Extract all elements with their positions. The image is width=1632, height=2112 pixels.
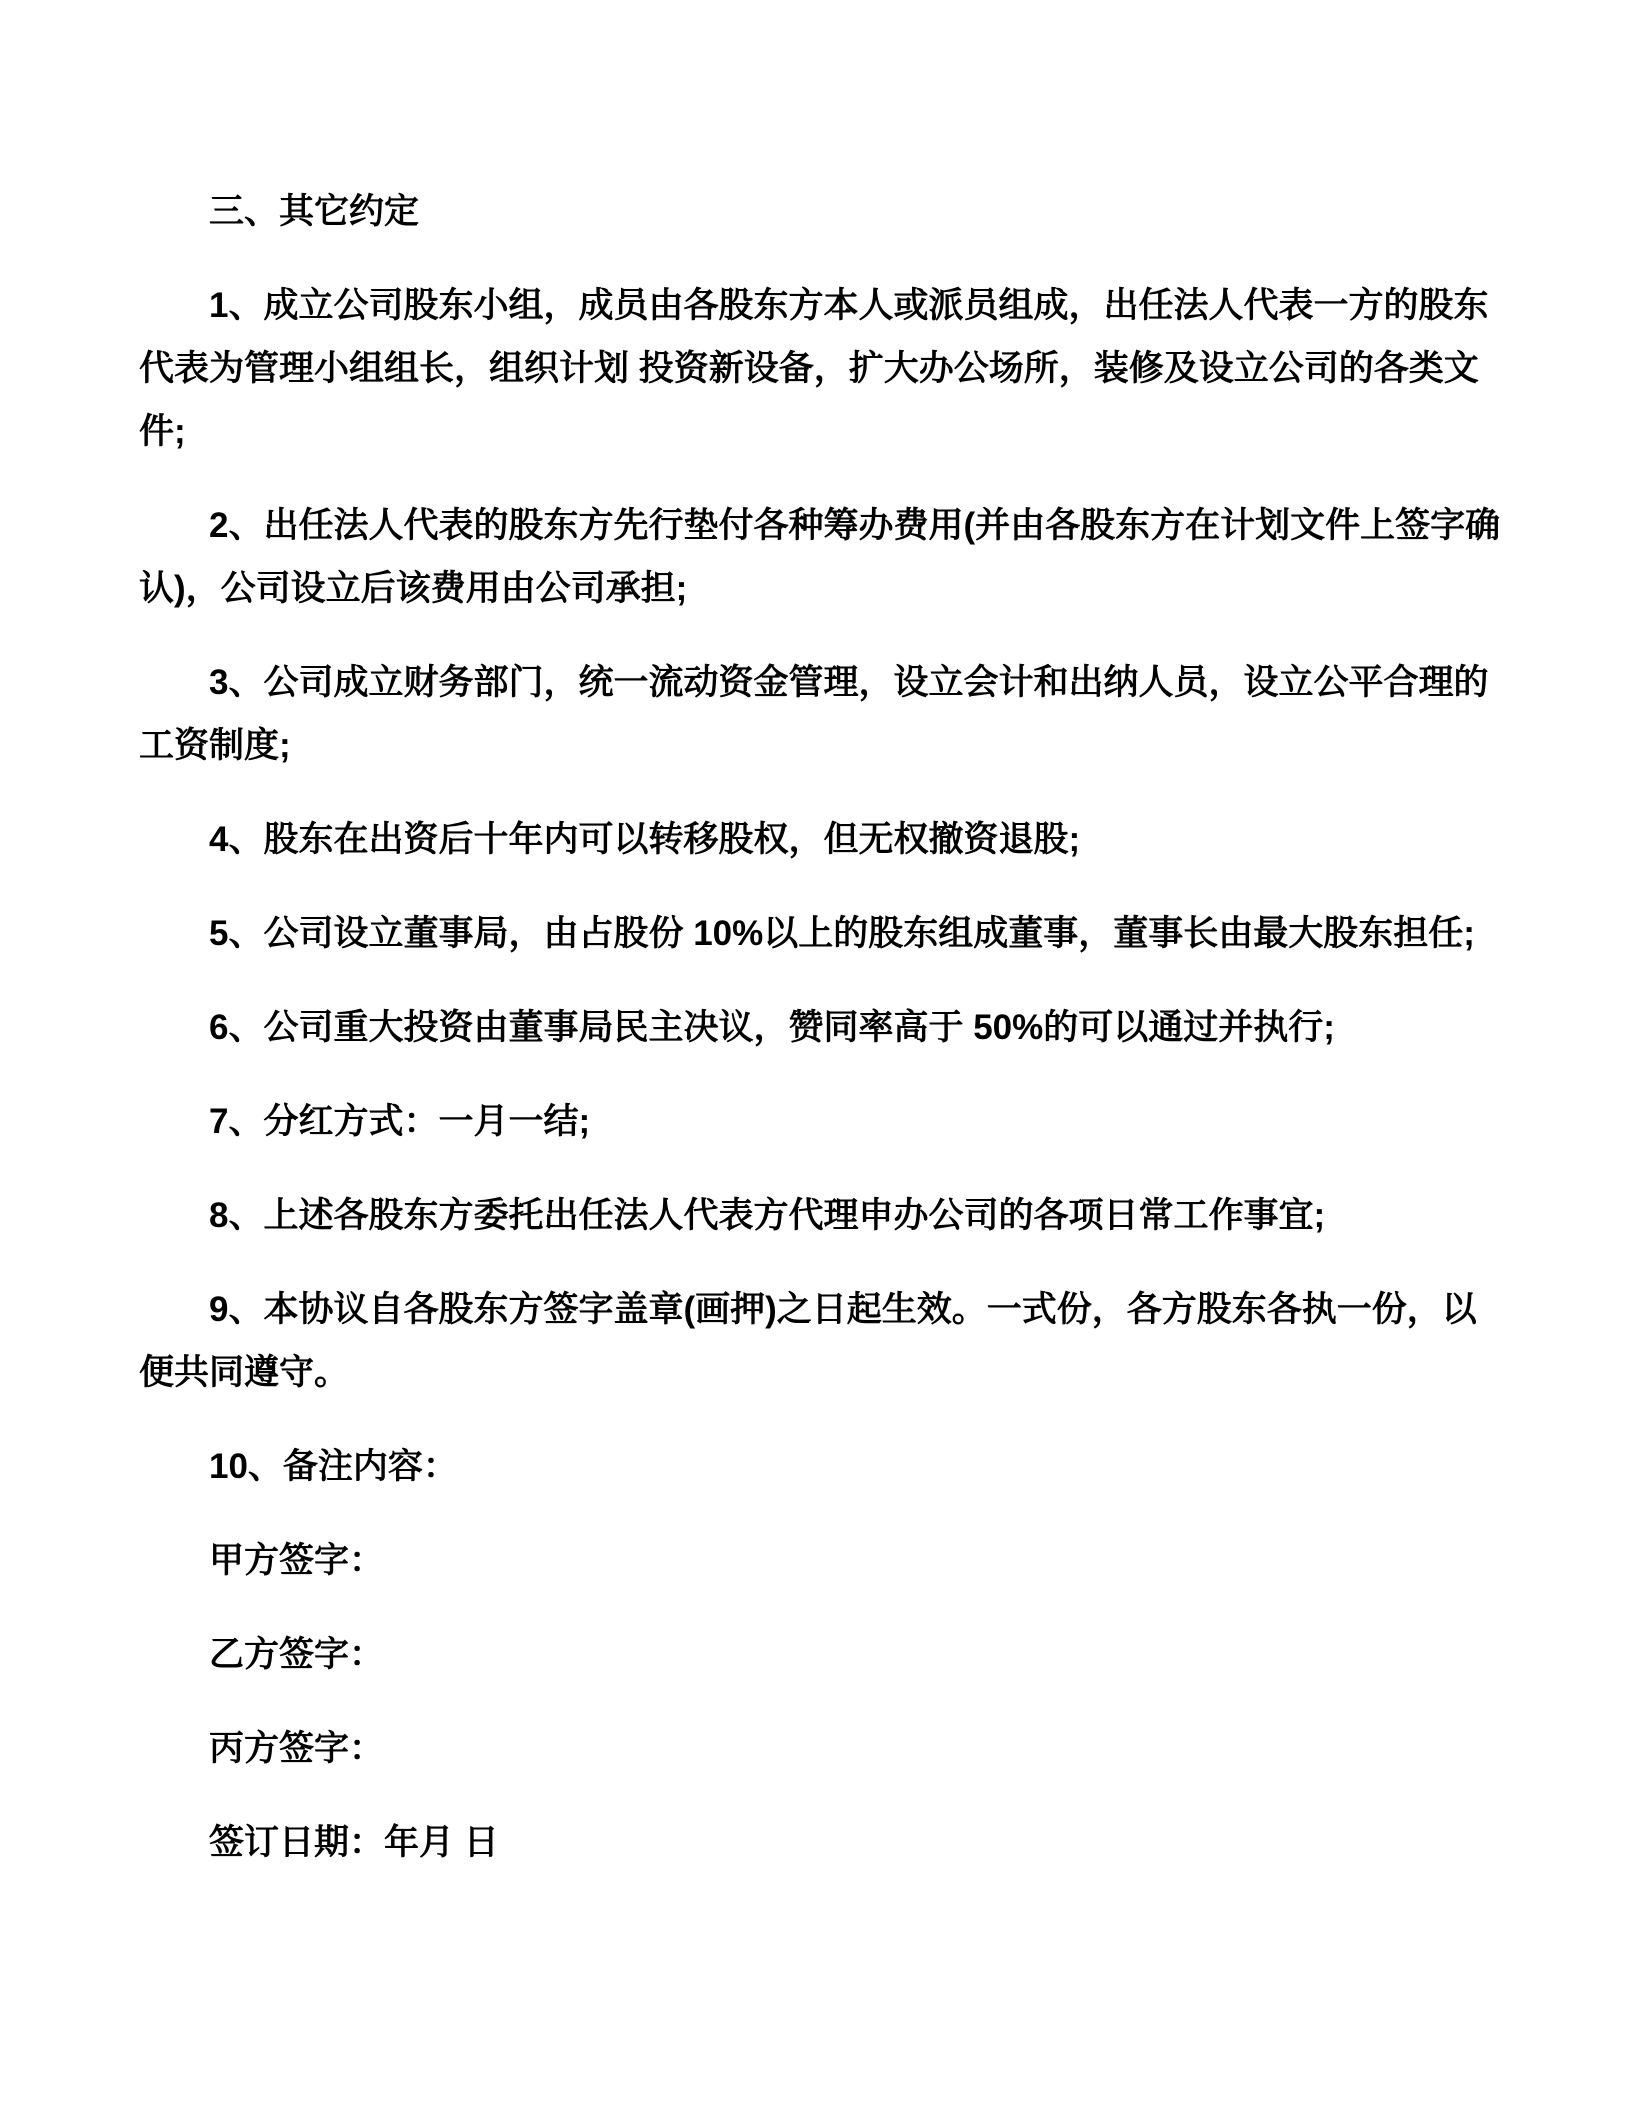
clause-1-line-3: 件; — [139, 412, 186, 451]
clause-6 — [139, 996, 1493, 1059]
clause-9 — [139, 1278, 1493, 1404]
clause-7 — [139, 1090, 1493, 1153]
party-b-signature-label: 乙方签字： — [209, 1635, 385, 1674]
signing-date-line — [139, 1811, 1493, 1874]
clause-1 — [139, 274, 1493, 463]
section-heading-text: 三、其它约定 — [209, 192, 420, 231]
section-heading — [139, 180, 1493, 243]
clause-2 — [139, 494, 1501, 620]
clause-3 — [139, 651, 1493, 777]
clause-10 — [139, 1435, 1493, 1498]
clause-2-line-2: 认)，公司设立后该费用由公司承担; — [139, 569, 688, 608]
clause-5 — [139, 902, 1493, 965]
clause-7-line-1: 7、分红方式：一月一结; — [209, 1102, 591, 1141]
clause-4 — [139, 808, 1493, 871]
clause-3-line-2: 工资制度; — [139, 726, 291, 765]
clause-2-line-1: 2、出任法人代表的股东方先行垫付各种筹办费用(并由各股东方在计划文件上签字确 — [209, 506, 1501, 545]
clause-9-line-2: 便共同遵守。 — [139, 1353, 350, 1392]
party-b-signature-line — [139, 1623, 1493, 1686]
clause-4-line-1: 4、股东在出资后十年内可以转移股权，但无权撤资退股; — [209, 820, 1081, 859]
signing-date-label: 签订日期：年月 日 — [209, 1823, 499, 1862]
clause-6-line-1: 6、公司重大投资由董事局民主决议，赞同率高于 50%的可以通过并执行; — [209, 1008, 1335, 1047]
clause-5-line-1: 5、公司设立董事局，由占股份 10%以上的股东组成董事，董事长由最大股东担任; — [209, 914, 1475, 953]
party-c-signature-line — [139, 1717, 1493, 1780]
clause-1-line-2: 代表为管理小组组长，组织计划 投资新设备，扩大办公场所，装修及设立公司的各类文 — [139, 349, 1479, 388]
clause-9-line-1: 9、本协议自各股东方签字盖章(画押)之日起生效。一式份，各方股东各执一份，以 — [209, 1290, 1477, 1329]
clause-1-line-1: 1、成立公司股东小组，成员由各股东方本人或派员组成，出任法人代表一方的股东 — [209, 286, 1489, 325]
party-c-signature-label: 丙方签字： — [209, 1729, 385, 1768]
clause-8-line-1: 8、上述各股东方委托出任法人代表方代理申办公司的各项日常工作事宜; — [209, 1196, 1326, 1235]
clause-10-line-1: 10、备注内容： — [209, 1447, 458, 1486]
party-a-signature-line — [139, 1529, 1493, 1592]
clause-3-line-1: 3、公司成立财务部门，统一流动资金管理，设立会计和出纳人员，设立公平合理的 — [209, 663, 1489, 702]
clause-8 — [139, 1184, 1493, 1247]
party-a-signature-label: 甲方签字： — [209, 1541, 385, 1580]
